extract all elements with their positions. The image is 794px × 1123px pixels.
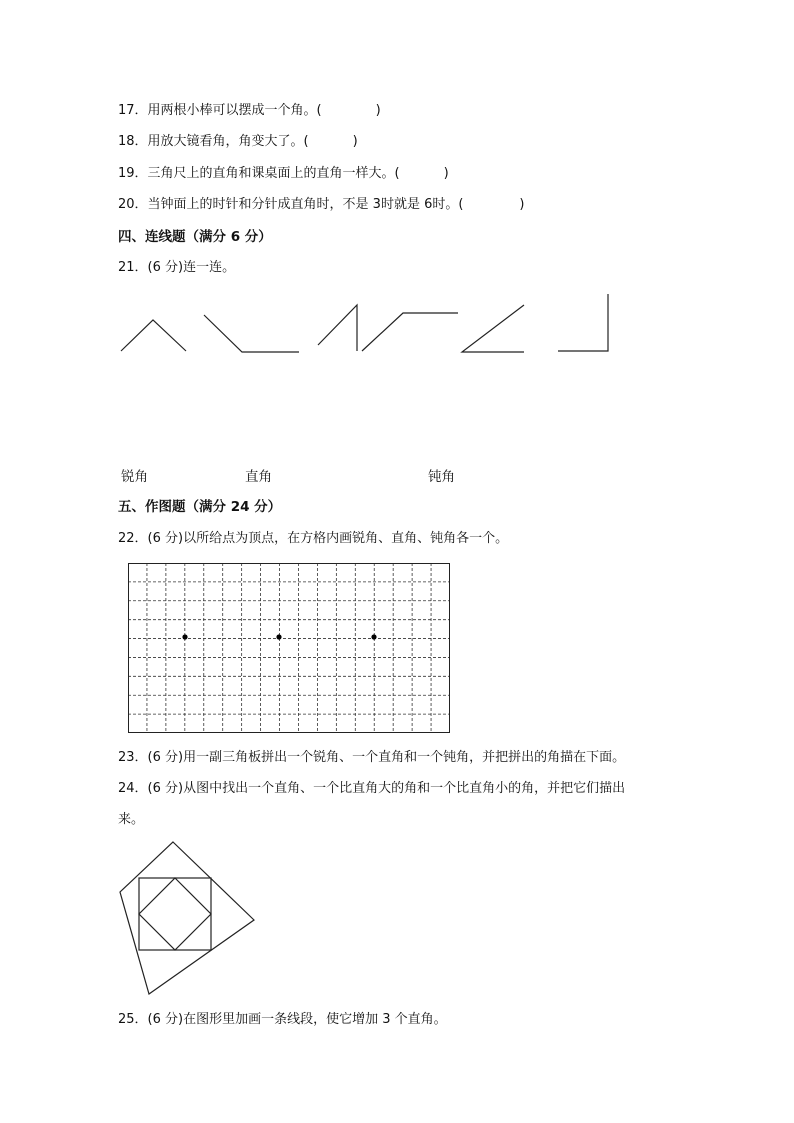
- question-19-text: 19．三角尺上的直角和课桌面上的直角一样大。(: [118, 166, 400, 181]
- label-obtuse: 钝角: [428, 469, 455, 485]
- question-24-line-2: 来。: [118, 812, 145, 827]
- question-18-text: 18．用放大镜看角，角变大了。(: [118, 134, 309, 149]
- question-24-line-1: 24．(6 分)从图中找出一个直角、一个比直角大的角和一个比直角小的角，并把它们描出: [118, 781, 626, 796]
- question-18-close: ): [352, 134, 358, 149]
- angle-figure-6: [558, 294, 608, 351]
- drawing-grid[interactable]: [128, 563, 450, 733]
- question-21: 21．(6 分)连一连。: [118, 260, 236, 275]
- label-right: 直角: [245, 469, 272, 485]
- label-acute: 锐角: [121, 469, 148, 485]
- question-19-close: ): [443, 166, 449, 181]
- vertex-point-1: [182, 634, 187, 639]
- angle-figure-2: [204, 315, 299, 352]
- question-17-text: 17．用两根小棒可以摆成一个角。(: [118, 103, 322, 118]
- section-four-heading: 四、连线题（满分 6 分）: [118, 229, 272, 245]
- question-20: [118, 196, 525, 214]
- angle-figure-1: [121, 320, 186, 351]
- question-23: 23．(6 分)用一副三角板拼出一个锐角、一个直角和一个钝角，并把拼出的角描在下面。: [118, 750, 626, 765]
- vertex-point-3: [371, 634, 376, 639]
- question-25: 25．(6 分)在图形里加画一条线段，使它增加 3 个直角。: [118, 1012, 447, 1027]
- question-17-close: ): [375, 103, 381, 118]
- outer-quadrilateral: [120, 842, 254, 994]
- question-20-text: 20．当钟面上的时针和分针成直角时，不是 3时就是 6时。(: [118, 197, 464, 212]
- middle-square: [139, 878, 211, 950]
- question-20-close: ): [519, 197, 525, 212]
- angle-figure-3: [318, 305, 357, 351]
- question-22: 22．(6 分)以所给点为顶点，在方格内画锐角、直角、钝角各一个。: [118, 531, 509, 546]
- inner-diamond: [139, 878, 211, 950]
- angle-figure-4: [362, 313, 458, 351]
- question-18: [118, 133, 358, 151]
- question-19: [118, 165, 449, 183]
- section-five-heading: 五、作图题（满分 24 分）: [118, 499, 282, 515]
- question-17: [118, 102, 381, 120]
- angle-figure-5: [462, 305, 524, 352]
- vertex-point-2: [276, 634, 281, 639]
